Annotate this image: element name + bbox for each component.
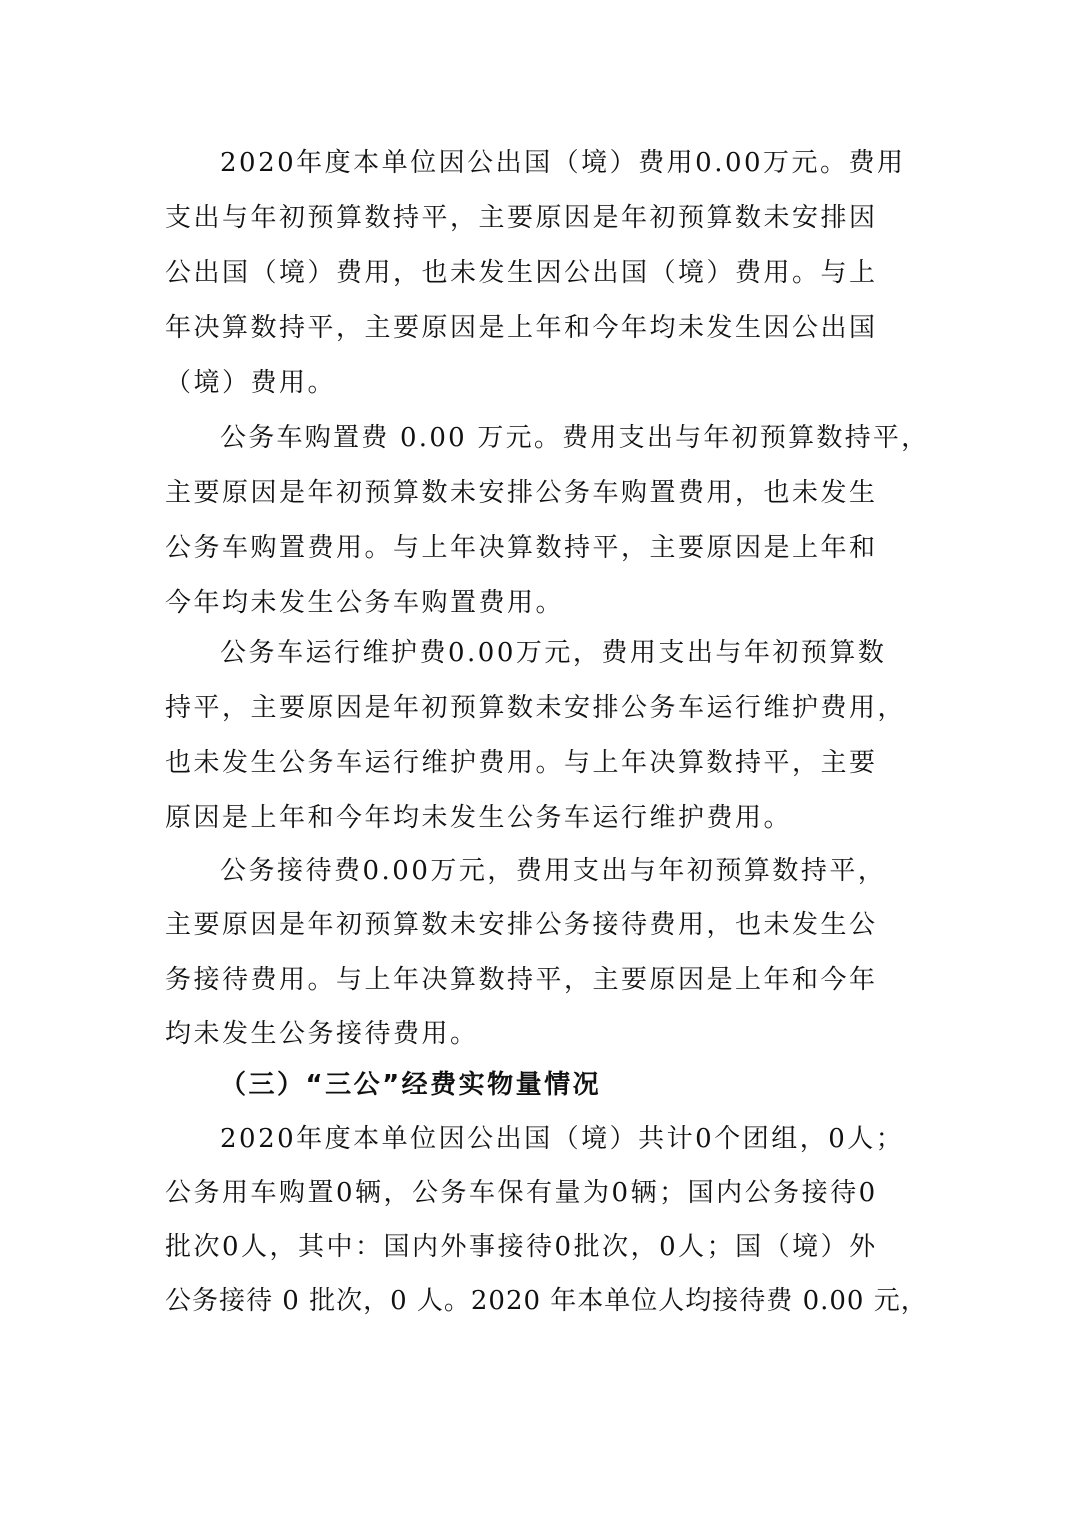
text-line: 公务用车购置0辆，公务车保有量为0辆；国内公务接待0 xyxy=(165,1178,878,1208)
text-line: 年决算数持平，主要原因是上年和今年均未发生因公出国 xyxy=(165,313,878,343)
text-line: 原因是上年和今年均未发生公务车运行维护费用。 xyxy=(165,803,793,833)
text-line: 今年均未发生公务车购置费用。 xyxy=(165,588,565,618)
text-line: 公务车运行维护费0.00万元，费用支出与年初预算数 xyxy=(220,638,887,668)
section-heading: （三）“三公”经费实物量情况 xyxy=(220,1070,602,1100)
text-line: 也未发生公务车运行维护费用。与上年决算数持平，主要 xyxy=(165,748,878,778)
text-line: 公务车购置费 0.00 万元。费用支出与年初预算数持平， xyxy=(220,423,930,453)
text-line: 公出国（境）费用，也未发生因公出国（境）费用。与上 xyxy=(165,258,878,288)
text-line: 主要原因是年初预算数未安排公务接待费用，也未发生公 xyxy=(165,910,878,940)
text-line: 主要原因是年初预算数未安排公务车购置费用，也未发生 xyxy=(165,478,878,508)
text-line: 公务接待费0.00万元，费用支出与年初预算数持平， xyxy=(220,856,887,886)
text-line: 均未发生公务接待费用。 xyxy=(165,1019,479,1049)
text-line: 公务接待 0 批次，0 人。2020 年本单位人均接待费 0.00 元， xyxy=(165,1286,928,1316)
text-line: 持平，主要原因是年初预算数未安排公务车运行维护费用， xyxy=(165,693,907,723)
text-line: 支出与年初预算数持平，主要原因是年初预算数未安排因 xyxy=(165,203,878,233)
text-line: 务接待费用。与上年决算数持平，主要原因是上年和今年 xyxy=(165,965,878,995)
text-line: 2020年度本单位因公出国（境）费用0.00万元。费用 xyxy=(220,148,906,178)
text-line: 2020年度本单位因公出国（境）共计0个团组，0人； xyxy=(220,1124,905,1154)
text-line: 批次0人，其中：国内外事接待0批次，0人；国（境）外 xyxy=(165,1232,878,1262)
text-line: （境）费用。 xyxy=(165,368,337,398)
text-line: 公务车购置费用。与上年决算数持平，主要原因是上年和 xyxy=(165,533,878,563)
